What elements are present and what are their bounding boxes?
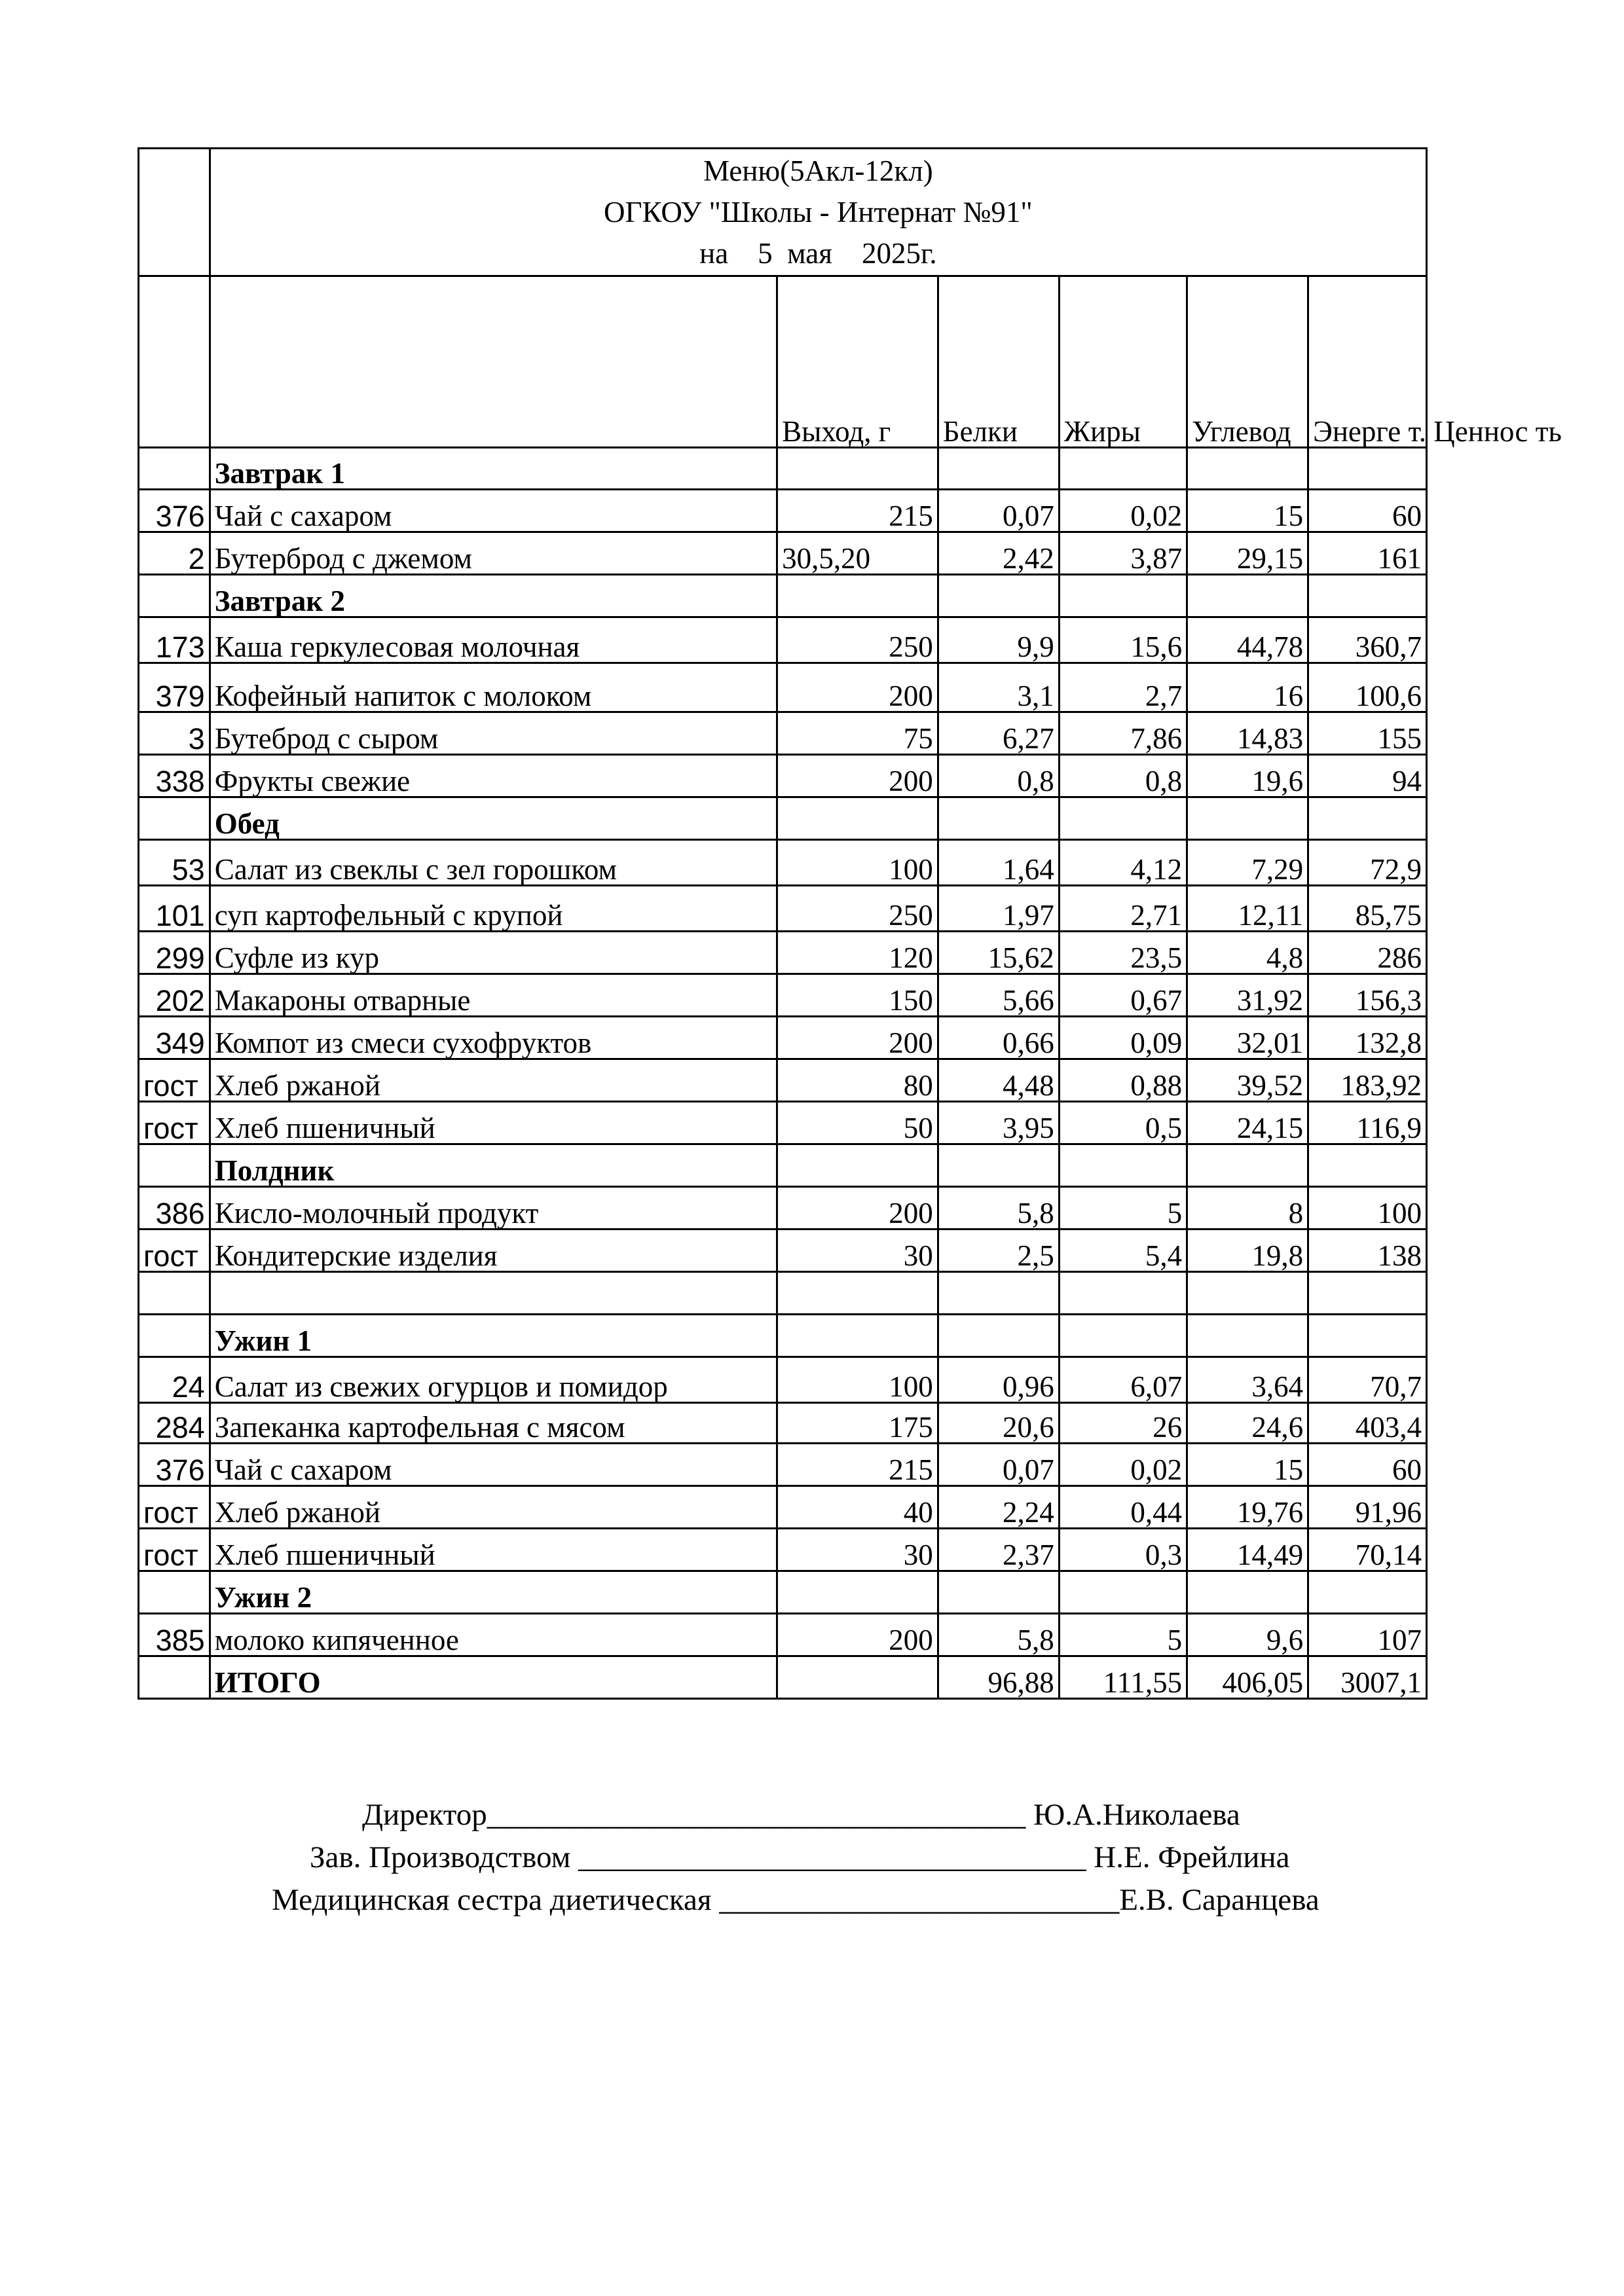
header-proteins: Белки [938,276,1059,448]
section-row [139,1315,1427,1357]
row-energy [1308,448,1427,490]
row-output: 120 [777,932,938,974]
row-carbs [1187,797,1308,840]
row-output: 100 [777,1357,938,1403]
menu-table [138,147,1562,1700]
row-code: 299 [139,932,210,974]
row-output: 200 [777,755,938,797]
row-proteins: 2,37 [938,1529,1059,1571]
table-row [139,1403,1427,1444]
row-output: 150 [777,974,938,1017]
row-proteins: 2,42 [938,532,1059,575]
row-energy: 132,8 [1308,1017,1427,1059]
section-row [139,1144,1427,1187]
signature-production-head: Зав. Производством _________________________________ Н.Е. Фрейлина [310,1840,1290,1874]
row-name: Компот из смеси сухофруктов [210,1017,777,1059]
table-row [139,974,1427,1017]
row-output: 30 [777,1230,938,1272]
row-carbs: 3,64 [1187,1357,1308,1403]
row-proteins: 2,24 [938,1486,1059,1529]
row-proteins [938,575,1059,617]
row-fats: 0,3 [1059,1529,1187,1571]
row-output: 100 [777,840,938,886]
title-blank-cell [139,149,210,276]
row-name: суп картофельный с крупой [210,886,777,932]
row-fats [1059,448,1187,490]
table-row [139,1357,1427,1403]
section-row [139,1656,1427,1699]
row-carbs: 16 [1187,663,1308,712]
row-carbs [1187,1272,1308,1315]
row-fats: 2,71 [1059,886,1187,932]
row-code: гост [139,1230,210,1272]
section-row [139,575,1427,617]
table-row [139,1444,1427,1486]
row-code: 284 [139,1403,210,1444]
table-row [139,886,1427,932]
row-name: молоко кипяченное [210,1614,777,1656]
row-energy: 403,4 [1308,1403,1427,1444]
row-energy: 3007,1 [1308,1656,1427,1699]
row-name: Ужин 1 [210,1315,777,1357]
row-output: 75 [777,712,938,755]
row-energy: 161 [1308,532,1427,575]
row-name: Ужин 2 [210,1571,777,1614]
row-energy: 286 [1308,932,1427,974]
table-row [139,1017,1427,1059]
row-name: Чай с сахаром [210,490,777,532]
row-output: 200 [777,1017,938,1059]
row-energy [1308,1272,1427,1315]
row-fats [1059,797,1187,840]
row-energy [1308,1144,1427,1187]
row-fats: 0,67 [1059,974,1187,1017]
row-proteins: 96,88 [938,1656,1059,1699]
row-output: 30,5,20 [777,532,938,575]
row-code: 349 [139,1017,210,1059]
row-name: Макароны отварные [210,974,777,1017]
section-row [139,448,1427,490]
row-energy: 85,75 [1308,886,1427,932]
row-proteins: 3,1 [938,663,1059,712]
row-code: гост [139,1486,210,1529]
row-proteins: 2,5 [938,1230,1059,1272]
row-code [139,1315,210,1357]
row-fats: 5 [1059,1187,1187,1230]
row-fats: 6,07 [1059,1357,1187,1403]
row-proteins: 0,8 [938,755,1059,797]
row-code: 338 [139,755,210,797]
title-line-menu: Меню(5Акл-12кл) [703,154,933,187]
row-carbs: 19,6 [1187,755,1308,797]
row-energy: 156,3 [1308,974,1427,1017]
table-row [139,1187,1427,1230]
row-energy [1308,797,1427,840]
row-code: 379 [139,663,210,712]
row-fats: 23,5 [1059,932,1187,974]
row-code [139,797,210,840]
row-fats: 26 [1059,1403,1187,1444]
row-fats [1059,1315,1187,1357]
row-code: 24 [139,1357,210,1403]
row-name: Хлеб ржаной [210,1059,777,1102]
row-energy: 138 [1308,1230,1427,1272]
row-code: гост [139,1102,210,1144]
row-name: Суфле из кур [210,932,777,974]
row-name: Кофейный напиток с молоком [210,663,777,712]
row-output: 30 [777,1529,938,1571]
row-code: 386 [139,1187,210,1230]
row-proteins: 1,97 [938,886,1059,932]
row-carbs: 9,6 [1187,1614,1308,1656]
row-fats: 111,55 [1059,1656,1187,1699]
row-carbs: 24,15 [1187,1102,1308,1144]
row-carbs [1187,1571,1308,1614]
row-output [777,448,938,490]
row-carbs: 29,15 [1187,532,1308,575]
row-fats: 2,7 [1059,663,1187,712]
row-fats [1059,1272,1187,1315]
row-code: 376 [139,1444,210,1486]
row-fats: 4,12 [1059,840,1187,886]
row-carbs: 8 [1187,1187,1308,1230]
row-energy: 100,6 [1308,663,1427,712]
row-energy: 155 [1308,712,1427,755]
row-output: 40 [777,1486,938,1529]
row-output [777,1144,938,1187]
row-proteins [938,1272,1059,1315]
row-name: Бутеброд с сыром [210,712,777,755]
row-code: 2 [139,532,210,575]
table-row [139,532,1427,575]
table-row [139,617,1427,663]
row-energy: 100 [1308,1187,1427,1230]
row-energy: 183,92 [1308,1059,1427,1102]
header-fats: Жиры [1059,276,1187,448]
table-row [139,755,1427,797]
row-output [777,797,938,840]
title-row [139,149,1427,276]
signature-dietary-nurse: Медицинская сестра диетическая __________________________Е.В. Саранцева [272,1883,1320,1917]
row-fats: 5 [1059,1614,1187,1656]
document-title [210,149,1426,276]
table-row [139,1614,1427,1656]
row-fats: 3,87 [1059,532,1187,575]
row-proteins: 5,8 [938,1614,1059,1656]
row-output: 80 [777,1059,938,1102]
header-carbs: Углевод [1187,276,1308,448]
row-carbs [1187,575,1308,617]
row-fats: 0,5 [1059,1102,1187,1144]
row-name: Салат из свеклы с зел горошком [210,840,777,886]
row-carbs: 19,76 [1187,1486,1308,1529]
row-energy: 94 [1308,755,1427,797]
row-carbs [1187,1144,1308,1187]
row-code [139,1571,210,1614]
row-output [777,1571,938,1614]
row-code: 101 [139,886,210,932]
row-proteins [938,1571,1059,1614]
row-name: Хлеб пшеничный [210,1102,777,1144]
row-output: 250 [777,617,938,663]
table-row [139,840,1427,886]
row-carbs: 14,83 [1187,712,1308,755]
row-fats: 7,86 [1059,712,1187,755]
row-energy [1308,1315,1427,1357]
row-code: 376 [139,490,210,532]
row-carbs: 44,78 [1187,617,1308,663]
row-proteins: 9,9 [938,617,1059,663]
row-fats: 0,8 [1059,755,1187,797]
row-carbs: 15 [1187,1444,1308,1486]
row-carbs: 19,8 [1187,1230,1308,1272]
table-row [139,1059,1427,1102]
row-fats: 0,09 [1059,1017,1187,1059]
row-output: 200 [777,1187,938,1230]
row-energy [1308,1571,1427,1614]
row-energy: 60 [1308,490,1427,532]
table-row [139,490,1427,532]
row-energy: 70,7 [1308,1357,1427,1403]
row-carbs: 24,6 [1187,1403,1308,1444]
row-carbs: 14,49 [1187,1529,1308,1571]
row-name: ИТОГО [210,1656,777,1699]
row-name: Завтрак 2 [210,575,777,617]
header-output: Выход, г [777,276,938,448]
row-proteins: 0,66 [938,1017,1059,1059]
row-output [777,1656,938,1699]
row-name: Запеканка картофельная с мясом [210,1403,777,1444]
blank-row [139,1272,1427,1315]
row-fats: 0,02 [1059,490,1187,532]
row-name: Завтрак 1 [210,448,777,490]
row-proteins [938,1144,1059,1187]
row-output [777,1272,938,1315]
row-code: 53 [139,840,210,886]
row-code [139,1656,210,1699]
row-output: 175 [777,1403,938,1444]
row-name: Кондитерские изделия [210,1230,777,1272]
row-output [777,575,938,617]
row-fats: 0,02 [1059,1444,1187,1486]
row-carbs: 39,52 [1187,1059,1308,1102]
row-carbs [1187,448,1308,490]
row-code: 385 [139,1614,210,1656]
row-carbs: 7,29 [1187,840,1308,886]
row-code [139,575,210,617]
table-row [139,932,1427,974]
row-proteins [938,448,1059,490]
row-code: 173 [139,617,210,663]
row-proteins: 15,62 [938,932,1059,974]
row-proteins: 5,8 [938,1187,1059,1230]
row-proteins: 5,66 [938,974,1059,1017]
row-energy: 360,7 [1308,617,1427,663]
row-carbs: 406,05 [1187,1656,1308,1699]
row-name: Каша геркулесовая молочная [210,617,777,663]
table-row [139,712,1427,755]
row-name: Чай с сахаром [210,1444,777,1486]
section-row [139,797,1427,840]
row-name: Бутерброд с джемом [210,532,777,575]
title-line-school: ОГКОУ "Школы - Интернат №91" [603,195,1033,228]
table-row [139,1102,1427,1144]
row-name: Кисло-молочный продукт [210,1187,777,1230]
row-code [139,1144,210,1187]
table-row [139,663,1427,712]
row-name: Обед [210,797,777,840]
row-output: 215 [777,1444,938,1486]
row-output: 200 [777,663,938,712]
header-code-cell [139,276,210,448]
row-proteins: 6,27 [938,712,1059,755]
row-proteins: 0,96 [938,1357,1059,1403]
row-fats [1059,1144,1187,1187]
row-name [210,1272,777,1315]
row-code: гост [139,1059,210,1102]
header-energy: Энерге т. Ценнос ть [1308,276,1427,448]
row-carbs [1187,1315,1308,1357]
row-energy: 60 [1308,1444,1427,1486]
row-code [139,448,210,490]
row-fats [1059,575,1187,617]
row-carbs: 4,8 [1187,932,1308,974]
row-energy: 70,14 [1308,1529,1427,1571]
row-output [777,1315,938,1357]
row-proteins [938,797,1059,840]
row-output: 50 [777,1102,938,1144]
row-fats: 15,6 [1059,617,1187,663]
row-proteins [938,1315,1059,1357]
row-proteins: 4,48 [938,1059,1059,1102]
table-row [139,1230,1427,1272]
row-fats [1059,1571,1187,1614]
row-output: 215 [777,490,938,532]
row-output: 200 [777,1614,938,1656]
table-row [139,1529,1427,1571]
table-row [139,1486,1427,1529]
row-proteins: 3,95 [938,1102,1059,1144]
row-name: Хлеб пшеничный [210,1529,777,1571]
row-carbs: 12,11 [1187,886,1308,932]
row-name: Хлеб ржаной [210,1486,777,1529]
row-energy: 116,9 [1308,1102,1427,1144]
row-carbs: 15 [1187,490,1308,532]
row-name: Фрукты свежие [210,755,777,797]
row-fats: 0,88 [1059,1059,1187,1102]
title-line-date: на 5 мая 2025г. [699,236,937,270]
row-proteins: 20,6 [938,1403,1059,1444]
row-energy: 107 [1308,1614,1427,1656]
header-name-cell [210,276,777,448]
row-proteins: 1,64 [938,840,1059,886]
row-carbs: 32,01 [1187,1017,1308,1059]
row-code [139,1272,210,1315]
row-fats: 5,4 [1059,1230,1187,1272]
row-energy [1308,575,1427,617]
row-fats: 0,44 [1059,1486,1187,1529]
signature-director: Директор___________________________________ Ю.А.Николаева [362,1798,1240,1832]
row-name: Полдник [210,1144,777,1187]
row-energy: 72,9 [1308,840,1427,886]
column-header-row [139,276,1427,448]
row-code: 202 [139,974,210,1017]
row-energy: 91,96 [1308,1486,1427,1529]
row-proteins: 0,07 [938,1444,1059,1486]
row-code: 3 [139,712,210,755]
section-row [139,1571,1427,1614]
row-carbs: 31,92 [1187,974,1308,1017]
row-name: Салат из свежих огурцов и помидор [210,1357,777,1403]
row-proteins: 0,07 [938,490,1059,532]
row-output: 250 [777,886,938,932]
row-code: гост [139,1529,210,1571]
